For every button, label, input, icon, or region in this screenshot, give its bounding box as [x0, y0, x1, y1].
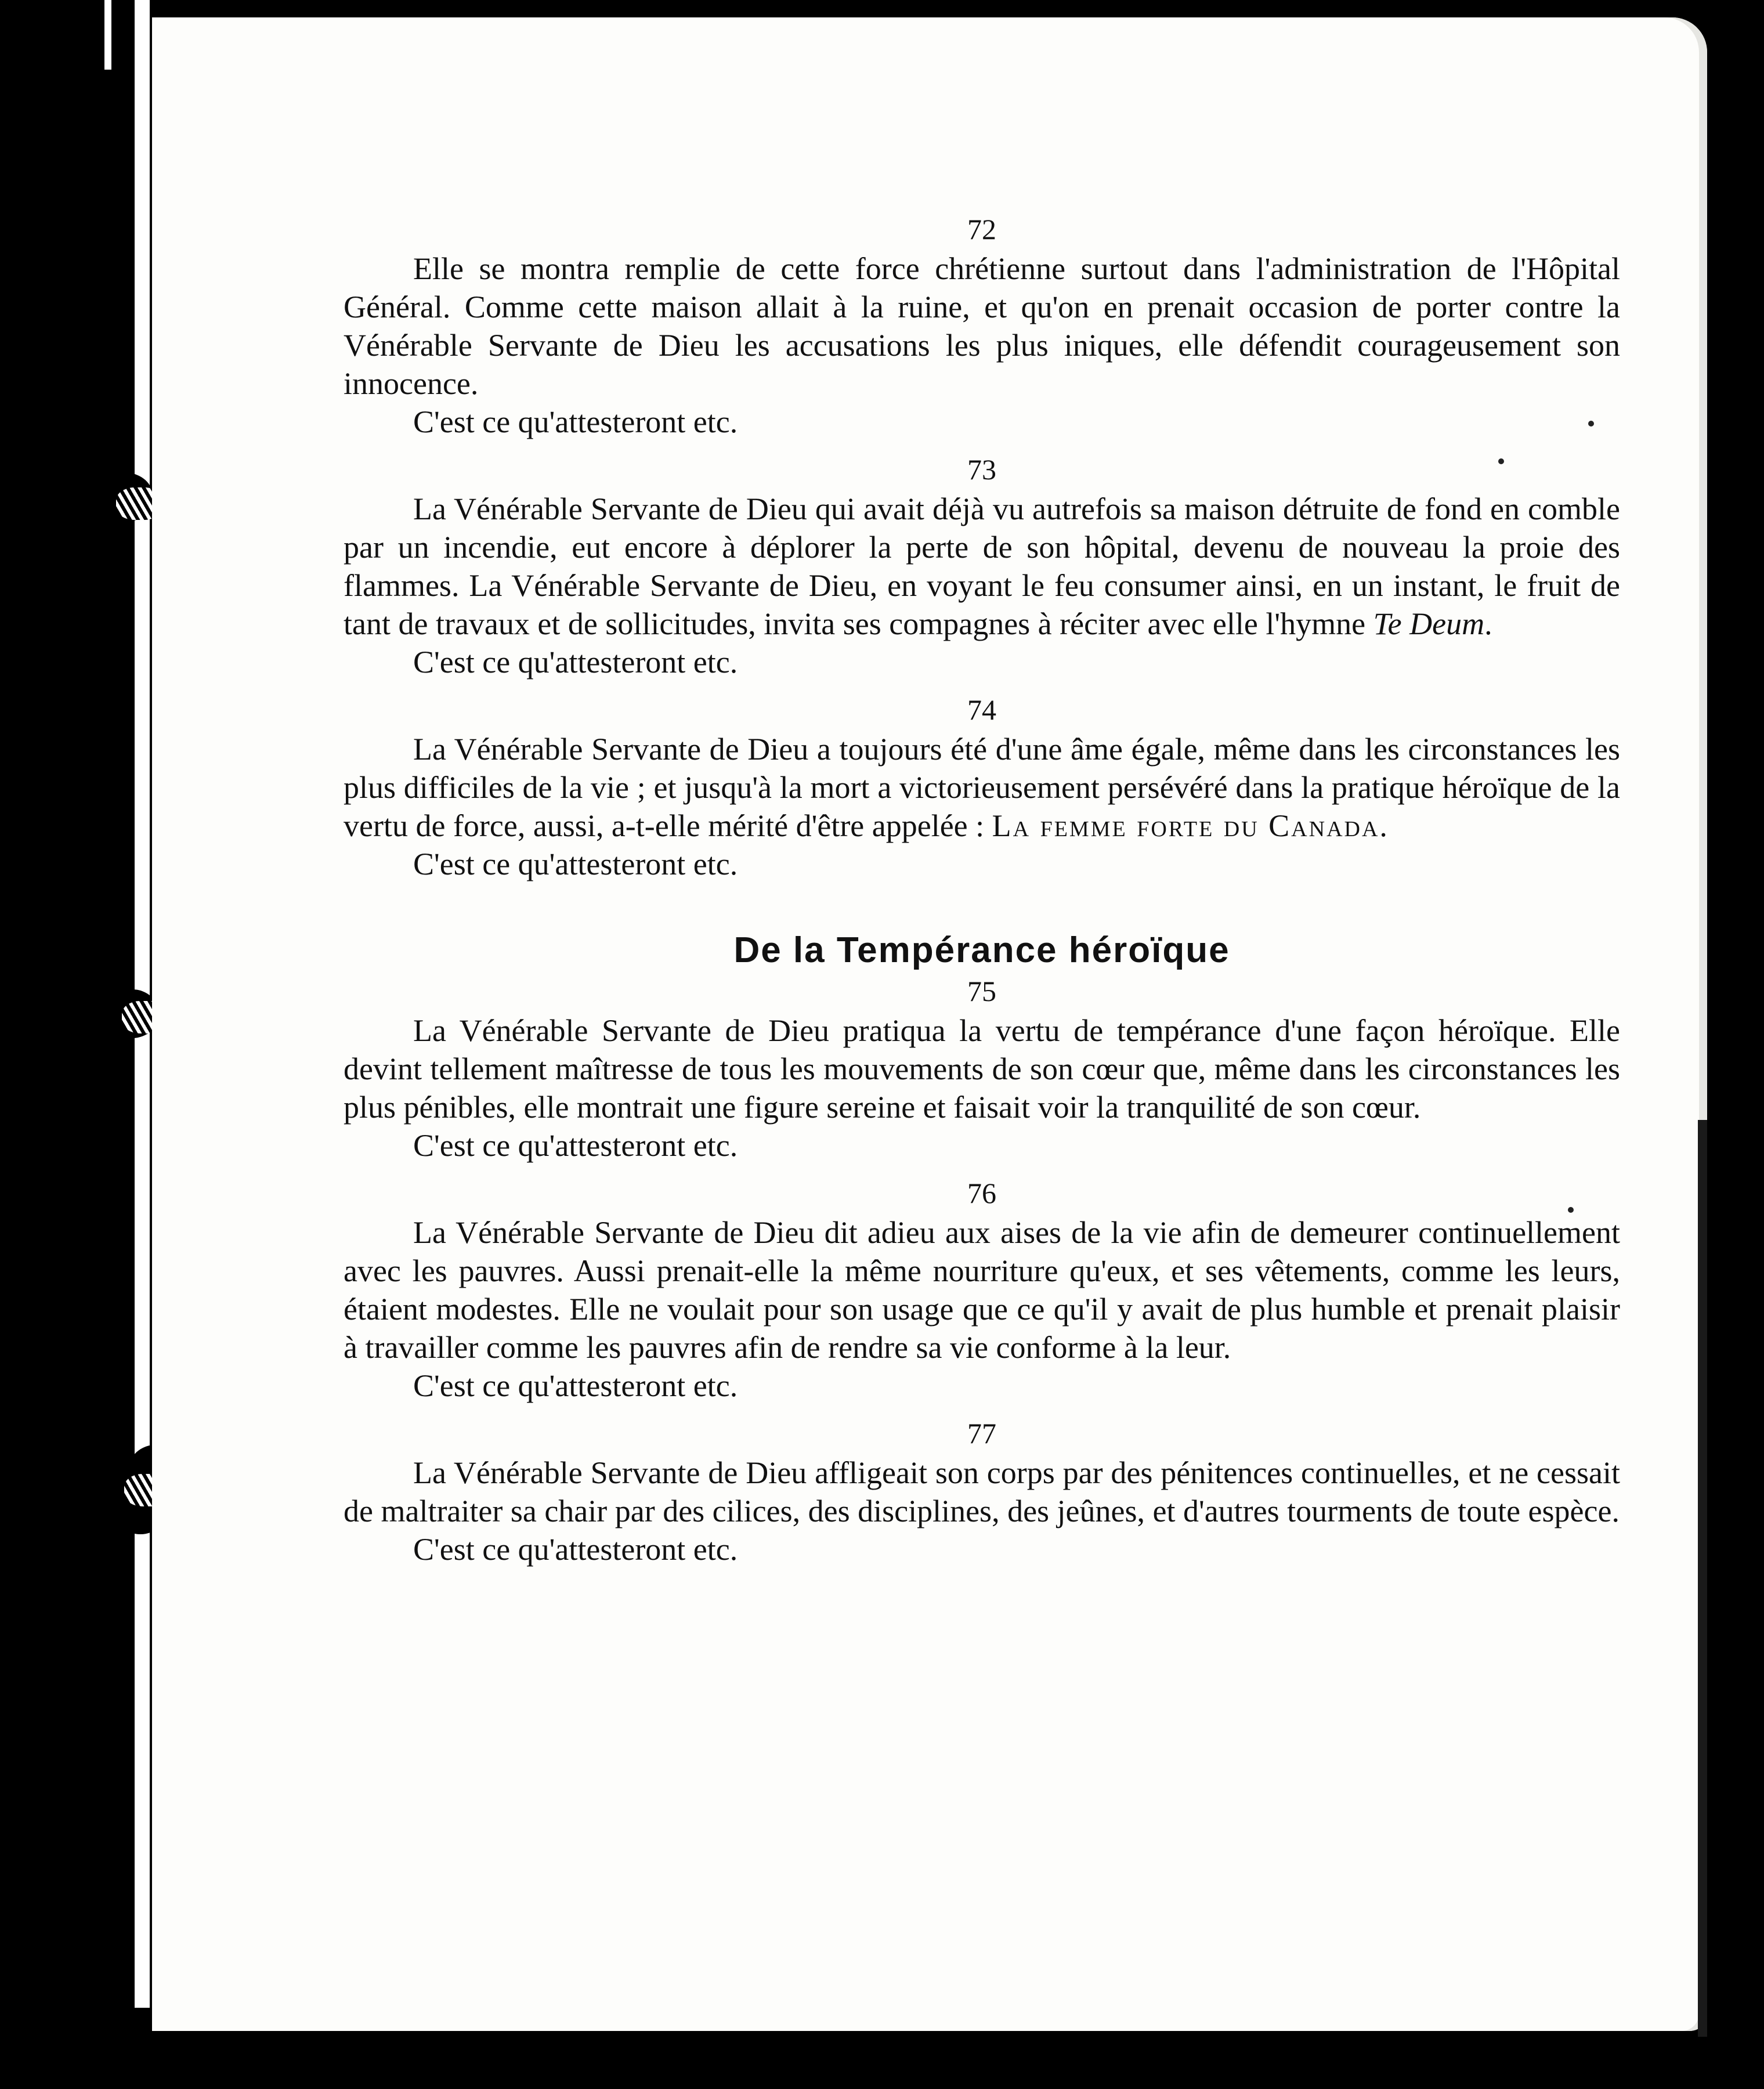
binding-edge-top: [104, 0, 111, 70]
paragraph-73-text: La Vénérable Servante de Dieu qui avait déjà vu autrefois sa maison détruite de fond en comble par un incendie, eut encore à déplorer la perte de son hôpital, devenu de nouveau la proie des flammes. La Vénérable Servante de Dieu, en voyant le feu consumer ainsi, en un instant, le fruit de tant de travaux et de sollicitudes, invita ses compagnes à réciter avec elle l'hymne: [344, 491, 1620, 641]
paragraph-number-75: 75: [967, 975, 996, 1007]
closing-formula: C'est ce qu'attesteront etc.: [413, 1532, 738, 1567]
page-number: 72: [967, 213, 996, 245]
paragraph-76: La Vénérable Servante de Dieu dit adieu aux aises de la vie afin de demeurer continuellement avec les pauvres. Aussi prenait-elle la même nourriture qu'eux, et ses vêtements, comme les leurs, étaient modestes. Elle ne voulait pour son usage que ce qu'il y avait de plus humble et prenait plaisir à travailler comme les pauvres afin de rendre sa vie conforme à la leur.: [344, 1215, 1620, 1365]
closing-formula: C'est ce qu'attesteront etc.: [413, 1368, 738, 1403]
paragraph-72: Elle se montra remplie de cette force chrétienne surtout dans l'administration de l'Hôpital Général. Comme cette maison allait à la ruine, et qu'on en prenait occasion de porter contre la Vénérable Servante de Dieu les accusations les plus iniques, elle défendit courageusement son innocence.: [344, 251, 1620, 401]
page-fold-shadow: [1698, 1120, 1707, 2037]
paragraph-73-end: .: [1484, 606, 1492, 641]
paragraph-number-74: 74: [967, 693, 996, 726]
hymn-title: Te Deum: [1373, 606, 1485, 641]
epithet-small-caps: La femme forte du Canada: [992, 808, 1380, 843]
page-content: [344, 209, 1620, 1577]
closing-formula: C'est ce qu'attesteront etc.: [413, 1128, 738, 1163]
document-page: [152, 17, 1707, 2031]
paragraph-75: La Vénérable Servante de Dieu pratiqua la vertu de tempérance d'une façon héroïque. Elle devint tellement maîtresse de tous les mouvements de son cœur que, même dans les circonstances les plus pénibles, elle montrait une figure sereine et faisait voir la tranquilité de son cœur.: [344, 1013, 1620, 1125]
paragraph-77: La Vénérable Servante de Dieu affligeait son corps par des pénitences continuelles, et ne cessait de maltraiter sa chair par des cilices, des disciplines, des jeûnes, et d'autres tourments de toute espèce.: [344, 1455, 1620, 1528]
closing-formula: C'est ce qu'attesteront etc.: [413, 847, 738, 881]
paragraph-74-end: .: [1379, 808, 1387, 843]
paragraph-73: [344, 490, 1620, 643]
closing-formula: C'est ce qu'attesteront etc.: [413, 645, 738, 680]
paragraph-number-76: 76: [967, 1177, 996, 1209]
closing-formula: C'est ce qu'attesteront etc.: [413, 404, 738, 439]
section-heading: De la Tempérance héroïque: [733, 930, 1230, 970]
paragraph-number-73: 73: [967, 453, 996, 486]
paragraph-74-text: La Vénérable Servante de Dieu a toujours été d'une âme égale, même dans les circonstances les plus difficiles de la vie ; et jusqu'à la mort a victorieusement persévéré dans la pratique héroïque de la vertu de force, aussi, a-t-elle mérité d'être appelée :: [344, 732, 1620, 843]
paragraph-number-77: 77: [967, 1417, 996, 1450]
paragraph-74: [344, 730, 1620, 845]
